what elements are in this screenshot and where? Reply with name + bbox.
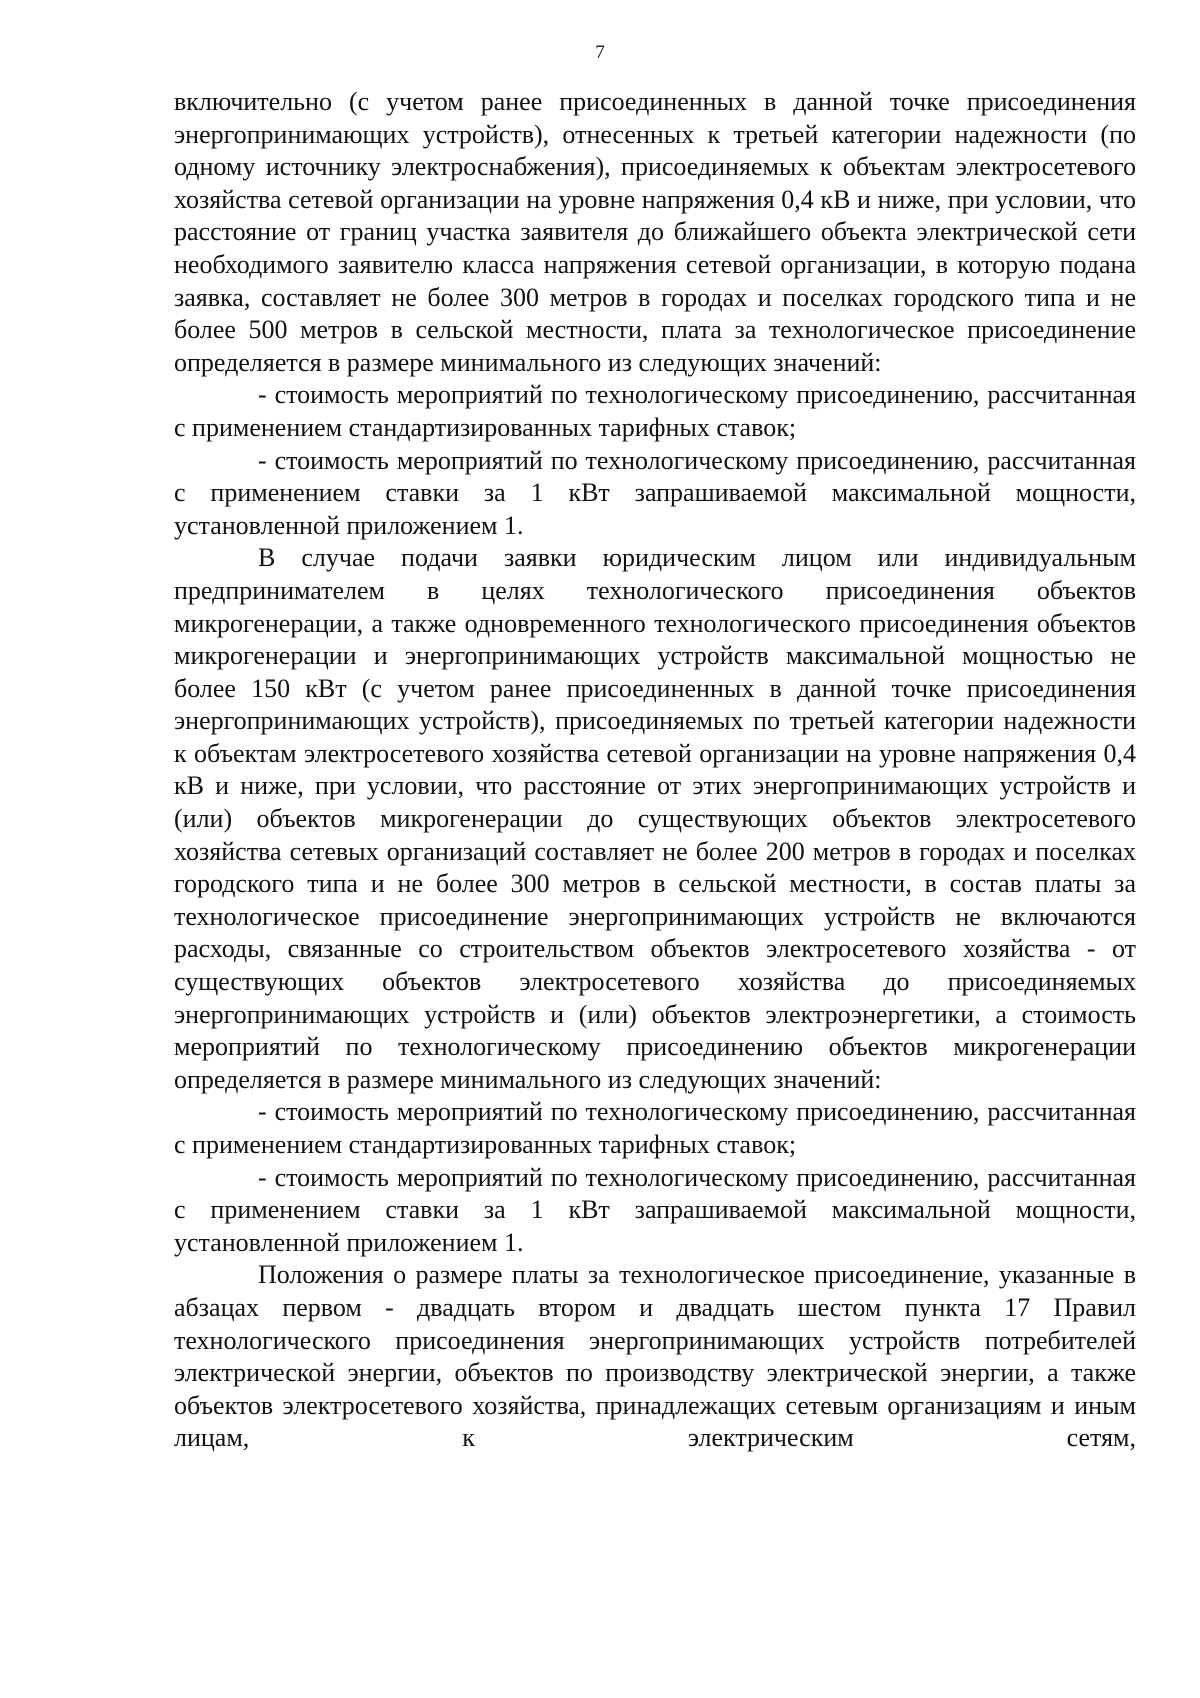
list-item-standard-rates: - стоимость мероприятий по технологическому присоединению, рассчитанная с применением стандартизированных тарифных ставок;: [174, 380, 1136, 442]
list-item-rate-per-kw-2: - стоимость мероприятий по технологическому присоединению, рассчитанная с применением ставки за 1 кВт запрашиваемой максимальной мощности, установленной приложением 1.: [174, 1162, 1136, 1257]
list-item-standard-rates-2: - стоимость мероприятий по технологическому присоединению, рассчитанная с применением стандартизированных тарифных ставок;: [174, 1097, 1136, 1159]
paragraph-continuation: включительно (с учетом ранее присоединенных в данной точке присоединения энергопринимающих устройств), отнесенных к третьей категории надежности (по одному источнику электроснабжения), присоединяемых к объектам электросетевого хозяйства сетевой организации на уровне напряжения 0,4 кВ и ниже, при условии, что расстояние от границ участка заявителя до ближайшего объекта электрической сети необходимого заявителю класса напряжения сетевой организации, в которую подана заявка, составляет не более 300 метров в городах и поселках городского типа и не более 500 метров в сельской местности, плата за технологическое присоединение определяется в размере минимального из следующих значений:: [174, 87, 1136, 377]
paragraph-provisions: Положения о размере платы за технологическое присоединение, указанные в абзацах первом - двадцать втором и двадцать шестом пункта 17 Правил технологического присоединения энергопринимающих устройств потребителей электрической энергии, объектов по производству электрической энергии, а также объектов электросетевого хозяйства, принадлежащих сетевым организациям и иным лицам, к электрическим сетям,: [174, 1260, 1136, 1453]
document-body: [174, 86, 1136, 1455]
list-item-rate-per-kw: - стоимость мероприятий по технологическому присоединению, рассчитанная с применением ставки за 1 кВт запрашиваемой максимальной мощности, установленной приложением 1.: [174, 445, 1136, 540]
paragraph-microgeneration: В случае подачи заявки юридическим лицом или индивидуальным предпринимателем в целях технологического присоединения объектов микрогенерации, а также одновременного технологического присоединения объектов микрогенерации и энергопринимающих устройств максимальной мощностью не более 150 кВт (с учетом ранее присоединенных в данной точке присоединения энергопринимающих устройств), присоединяемых по третьей категории надежности к объектам электросетевого хозяйства сетевой организации на уровне напряжения 0,4 кВ и ниже, при условии, что расстояние от этих энергопринимающих устройств и (или) объектов микрогенерации до существующих объектов электросетевого хозяйства сетевых организаций составляет не более 200 метров в городах и поселках городского типа и не более 300 метров в сельской местности, в состав платы за технологическое присоединение энергопринимающих устройств не включаются расходы, связанные со строительством объектов электросетевого хозяйства - от существующих объектов электросетевого хозяйства до присоединяемых энергопринимающих устройств и (или) объектов электроэнергетики, а стоимость мероприятий по технологическому присоединению объектов микрогенерации определяется в размере минимального из следующих значений:: [174, 543, 1136, 1094]
page-number: 7: [595, 42, 605, 63]
